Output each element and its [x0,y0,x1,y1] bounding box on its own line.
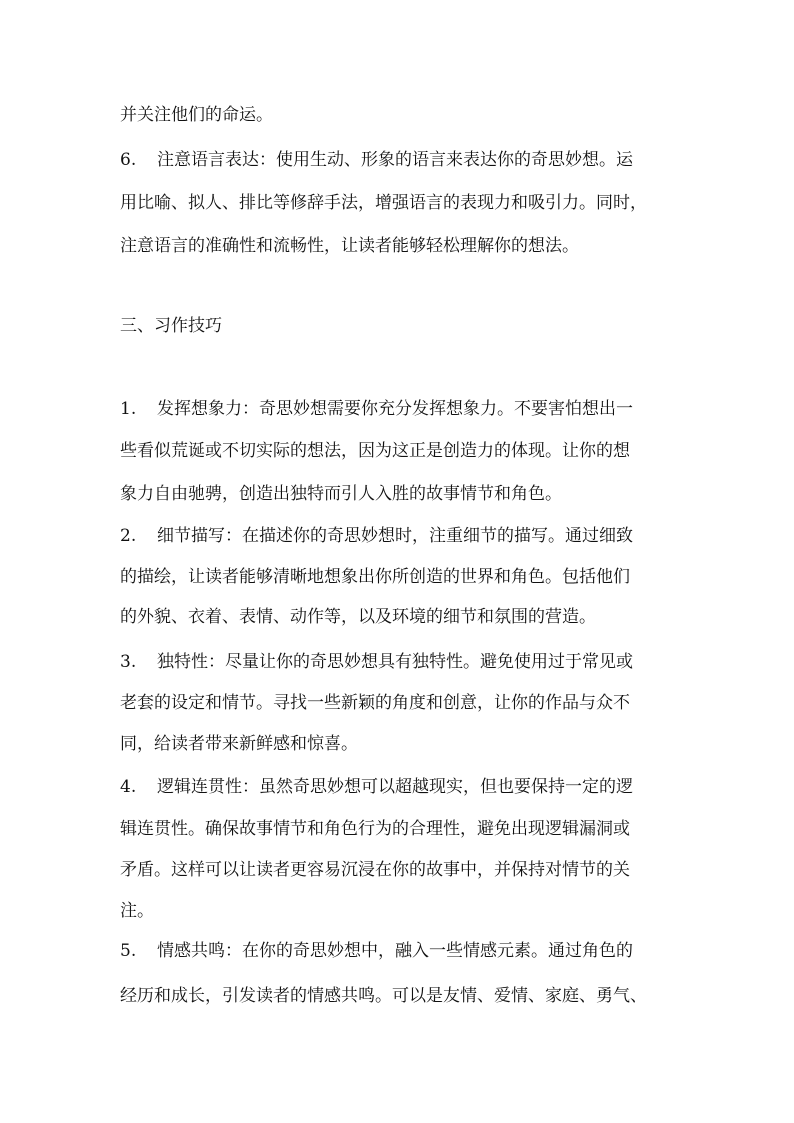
text-line: 注。 [120,901,154,921]
list-number: 4. [120,777,137,797]
list-number: 6. [120,150,137,170]
text-line: 象力自由驰骋，创造出独特而引人入胜的故事情节和角色。 [120,484,562,504]
section-heading: 三、习作技巧 [120,316,222,336]
list-item-1 [120,398,680,420]
text-line: 辑连贯性。确保故事情节和角色行为的合理性，避免出现逻辑漏洞或 [120,819,630,839]
list-number: 5. [120,941,137,961]
text-line: 些看似荒诞或不切实际的想法，因为这正是创造力的体现。让你的想 [120,441,630,461]
text-line: 情感共鸣：在你的奇思妙想中，融入一些情感元素。通过角色的 [157,941,633,961]
list-item-5 [120,940,680,962]
text-line: 矛盾。这样可以让读者更容易沉浸在你的故事中，并保持对情节的关 [120,860,630,880]
text-line: 的外貌、衣着、表情、动作等，以及环境的细节和氛围的营造。 [120,607,596,627]
text-line: 细节描写：在描述你的奇思妙想时，注重细节的描写。通过细致 [157,526,633,546]
text-line: 并关注他们的命运。 [120,105,273,125]
text-line: 逻辑连贯性：虽然奇思妙想可以超越现实，但也要保持一定的逻 [157,777,633,797]
list-number: 3. [120,652,137,672]
list-item-2 [120,525,680,547]
list-number: 1. [120,399,137,419]
text-line: 注意语言表达：使用生动、形象的语言来表达你的奇思妙想。运 [157,150,633,170]
text-line: 独特性：尽量让你的奇思妙想具有独特性。避免使用过于常见或 [157,652,633,672]
list-number: 2. [120,526,137,546]
list-item-4 [120,776,680,798]
text-line: 发挥想象力：奇思妙想需要你充分发挥想象力。不要害怕想出一 [157,399,633,419]
text-line: 老套的设定和情节。寻找一些新颖的角度和创意，让你的作品与众不 [120,693,630,713]
text-line: 注意语言的准确性和流畅性，让读者能够轻松理解你的想法。 [120,236,579,256]
list-item-3 [120,651,680,673]
text-line: 同，给读者带来新鲜感和惊喜。 [120,734,358,754]
list-item-6 [120,149,680,171]
text-line: 的描绘，让读者能够清晰地想象出你所创造的世界和角色。包括他们 [120,567,630,587]
text-line: 用比喻、拟人、排比等修辞手法，增强语言的表现力和吸引力。同时， [120,193,647,213]
text-line: 经历和成长，引发读者的情感共鸣。可以是友情、爱情、家庭、勇气、 [120,986,647,1006]
